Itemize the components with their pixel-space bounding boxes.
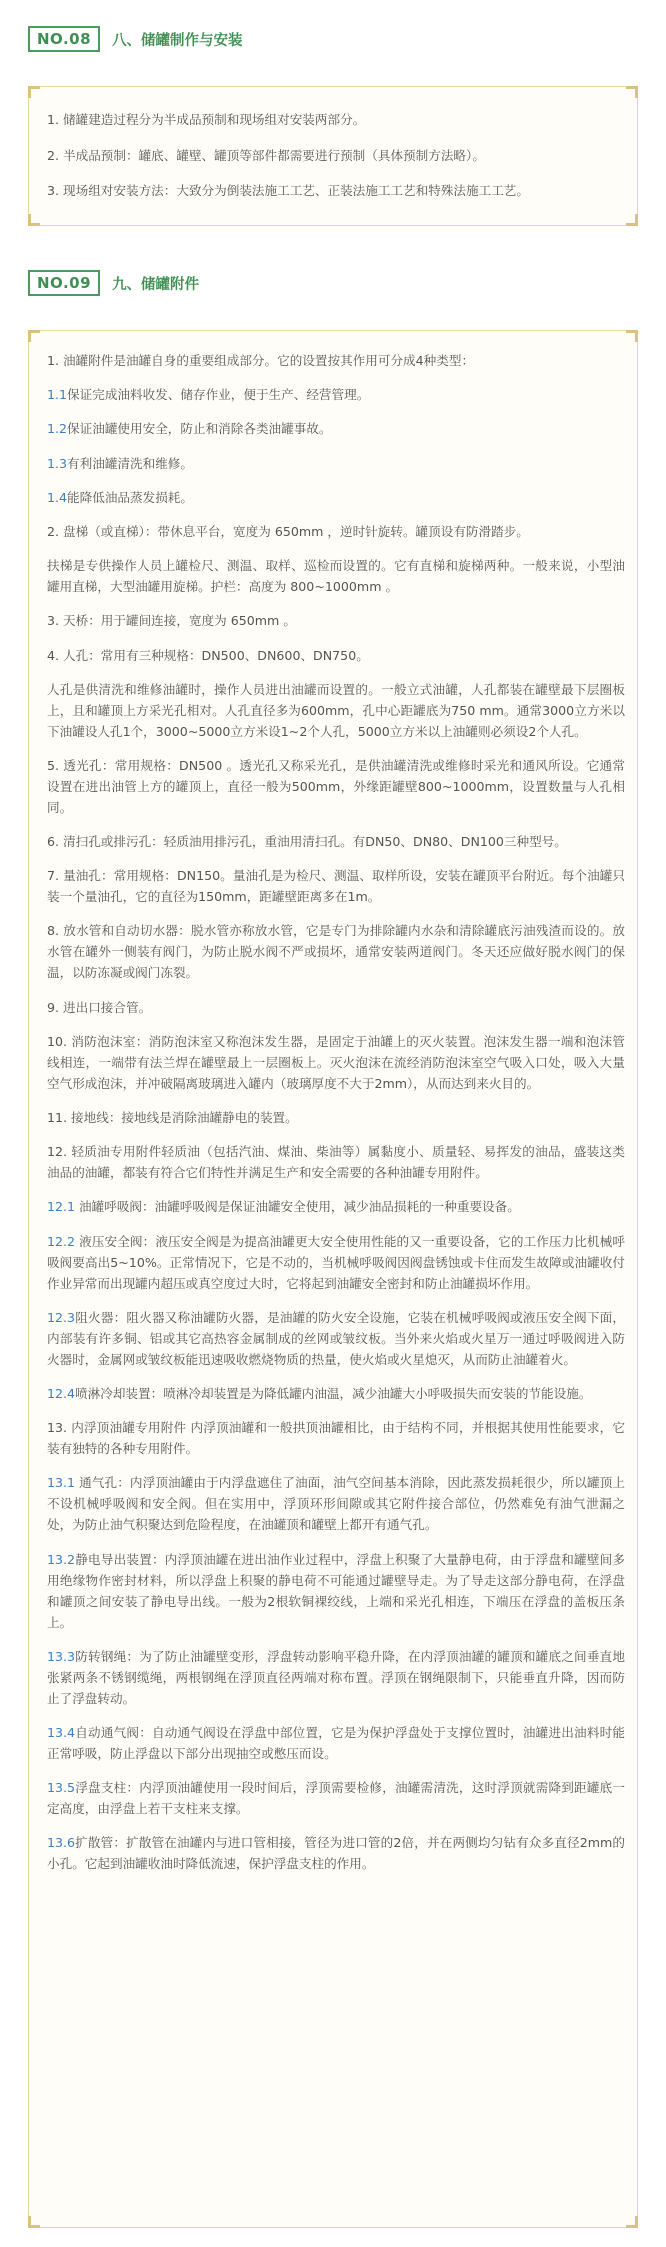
- paragraph: [47, 521, 625, 542]
- paragraph: [47, 1417, 625, 1459]
- corner-decoration: [626, 330, 638, 342]
- paragraph-text: 8. 放水管和自动切水器：脱水管亦称放水管，它是专门为排除罐内水杂和清除罐底污油残渣而设的。放水管在罐外一侧装有阀门，为防止脱水阀不严或损坏，通常安装两道阀门。冬天还应做好脱水阀门的保温，以防冻凝或阀门冻裂。: [47, 923, 625, 981]
- item-number: 13.5: [47, 1780, 76, 1796]
- item-number: 12.1: [47, 1199, 76, 1215]
- corner-decoration: [626, 2216, 638, 2228]
- paragraph: [47, 645, 625, 666]
- paragraph: [47, 755, 625, 818]
- paragraph: [47, 997, 625, 1018]
- paragraph: [47, 1646, 625, 1709]
- paragraph-text: 3. 现场组对安装方法：大致分为倒装法施工工艺、正装法施工工艺和特殊法施工工艺。: [47, 183, 529, 198]
- paragraph-text: 静电导出装置：内浮顶油罐在进出油作业过程中，浮盘上积聚了大量静电荷，由于浮盘和罐壁间多用绝缘物作密封材料，所以浮盘上积聚的静电荷不可能通过罐壁导走。为了导走这部分静电荷，在浮盘和罐顶之间安装了静电导出线。一般为2根软铜裸绞线，上端和采光孔相连，下端压在浮盘的盖板压条上。: [47, 1551, 625, 1630]
- corner-decoration: [28, 330, 40, 342]
- paragraph-text: 能降低油品蒸发损耗。: [67, 489, 193, 505]
- section-8-header: [28, 26, 243, 52]
- paragraph-text: 9. 进出口接合管。: [47, 999, 152, 1015]
- paragraph: [47, 453, 625, 474]
- item-number: 12.3: [47, 1309, 76, 1325]
- paragraph-text: 通气孔：内浮顶油罐由于内浮盘遮住了油面，油气空间基本消除，因此蒸发损耗很少，所以罐顶上不设机械呼吸阀和安全阀。但在实用中，浮顶环形间隙或其它附件接合部位，仍然难免有油气泄漏之处，为防止油气积聚达到危险程度，在油罐顶和罐壁上都开有通气孔。: [47, 1475, 625, 1533]
- section-9-content-box: [28, 330, 638, 2228]
- paragraph: [47, 1472, 625, 1535]
- section-8-title: 八、储罐制作与安装: [112, 32, 243, 49]
- section-8-tag: NO.08: [28, 26, 100, 52]
- paragraph: [47, 1141, 625, 1183]
- paragraph-text: 扶梯是专供操作人员上罐检尺、测温、取样、巡检而设置的。它有直梯和旋梯两种。一般来说，小型油罐用直梯，大型油罐用旋梯。护栏：高度为 800~1000mm 。: [47, 558, 625, 595]
- paragraph-text: 有利油罐清洗和维修。: [67, 455, 193, 471]
- paragraph: [47, 1307, 625, 1370]
- paragraph: [47, 1196, 625, 1217]
- corner-decoration: [626, 86, 638, 98]
- paragraph: [47, 418, 625, 439]
- paragraph-text: 1. 油罐附件是油罐自身的重要组成部分。它的设置按其作用可分成4种类型：: [47, 353, 475, 368]
- paragraph-text: 阻火器：阻火器又称油罐防火器，是油罐的防火安全设施，它装在机械呼吸阀或液压安全阀下面，内部装有许多铜、铝或其它高热容金属制成的丝网或皱纹板。当外来火焰或火星万一通过呼吸阀进入防火器时，金属网或皱纹板能迅速吸收燃烧物质的热量，使火焰或火星熄灭，从而防止油罐着火。: [47, 1309, 625, 1367]
- corner-decoration: [626, 214, 638, 226]
- section-9-header: [28, 270, 199, 296]
- paragraph: [47, 1231, 625, 1294]
- item-number: 1.2: [47, 421, 68, 437]
- item-number: 13.4: [47, 1724, 76, 1740]
- section-8-paragraphs: [47, 109, 619, 201]
- paragraph: [47, 1107, 625, 1128]
- paragraph-text: 6. 清扫孔或排污孔：轻质油用排污孔，重油用清扫孔。有DN50、DN80、DN100三种型号。: [47, 834, 567, 850]
- paragraph-text: 4. 人孔：常用有三种规格：DN500、DN600、DN750。: [47, 647, 369, 663]
- paragraph-text: 2. 半成品预制：罐底、罐壁、罐顶等部件都需要进行预制（具体预制方法略）。: [47, 147, 485, 163]
- paragraph-text: 浮盘支柱：内浮顶油罐使用一段时间后，浮顶需要检修，油罐需清洗，这时浮顶就需降到距罐底一定高度，由浮盘上若干支柱来支撑。: [47, 1780, 625, 1817]
- paragraph: [47, 1031, 625, 1094]
- paragraph: [47, 109, 619, 130]
- paragraph: [47, 865, 625, 907]
- paragraph-text: 保证完成油料收发、储存作业，便于生产、经营管理。: [67, 387, 370, 403]
- corner-decoration: [28, 214, 40, 226]
- item-number: 12.4: [47, 1385, 76, 1401]
- section-8-content-box: [28, 86, 638, 226]
- corner-decoration: [28, 2216, 40, 2228]
- paragraph-text: 油罐呼吸阀：油罐呼吸阀是保证油罐安全使用，减少油品损耗的一种重要设备。: [75, 1199, 520, 1215]
- paragraph-text: 3. 天桥：用于罐间连接，宽度为 650mm 。: [47, 613, 296, 629]
- section-9-tag: NO.09: [28, 270, 100, 296]
- paragraph-text: 保证油罐使用安全，防止和消除各类油罐事故。: [67, 421, 332, 437]
- item-number: 13.3: [47, 1648, 76, 1664]
- paragraph-text: 扩散管：扩散管在油罐内与进口管相接，管径为进口管的2倍，并在两侧均匀钻有众多直径2mm的小孔。它起到油罐收油时降低流速，保护浮盘支柱的作用。: [47, 1835, 625, 1872]
- paragraph-text: 防转钢绳：为了防止油罐壁变形，浮盘转动影响平稳升降，在内浮顶油罐的罐顶和罐底之间垂直地张紧两条不锈钢缆绳，两根钢绳在浮顶直径两端对称布置。浮顶在钢绳限制下，只能垂直升降，因而防止了浮盘转动。: [47, 1648, 625, 1706]
- paragraph-text: 人孔是供清洗和维修油罐时，操作人员进出油罐而设置的。一般立式油罐，人孔都装在罐壁最下层圈板上，且和罐顶上方采光孔相对。人孔直径多为600mm，孔中心距罐底为750 mm。通常3000立方米以下油罐设人孔1个，3000~5000立方米设1~2个人孔，5000立方米以上油罐则必须设2个人孔。: [47, 681, 625, 739]
- paragraph: [47, 920, 625, 983]
- paragraph-text: 12. 轻质油专用附件轻质油（包括汽油、煤油、柴油等）属黏度小、质量轻、易挥发的油品，盛装这类油品的油罐，都装有符合它们特性并满足生产和安全需要的各种油罐专用附件。: [47, 1144, 625, 1181]
- paragraph: [47, 180, 619, 201]
- paragraph-text: 5. 透光孔：常用规格：DN500 。透光孔又称采光孔，是供油罐清洗或维修时采光和通风所设。它通常设置在进出油管上方的罐顶上，直径一般为500mm，外缘距罐壁800~1000mm，设置数量与人孔相同。: [47, 757, 625, 815]
- paragraph: [47, 1383, 625, 1404]
- paragraph: [47, 1832, 625, 1874]
- paragraph: [47, 555, 625, 597]
- corner-decoration: [28, 86, 40, 98]
- item-number: 13.2: [47, 1551, 76, 1567]
- paragraph-text: 1. 储罐建造过程分为半成品预制和现场组对安装两部分。: [47, 112, 366, 127]
- paragraph: [47, 831, 625, 852]
- item-number: 12.2: [47, 1233, 76, 1249]
- paragraph: [47, 1777, 625, 1819]
- paragraph-text: 11. 接地线：接地线是消除油罐静电的装置。: [47, 1110, 298, 1125]
- paragraph-text: 自动通气阀：自动通气阀设在浮盘中部位置，它是为保护浮盘处于支撑位置时，油罐进出油料时能正常呼吸，防止浮盘以下部分出现抽空或憋压而设。: [47, 1724, 625, 1761]
- section-9-title: 九、储罐附件: [112, 276, 200, 293]
- item-number: 1.1: [47, 387, 68, 403]
- paragraph-text: 7. 量油孔：常用规格：DN150。量油孔是为检尺、测温、取样所设，安装在罐顶平台附近。每个油罐只装一个量油孔，它的直径为150mm，距罐壁距离多在1m。: [47, 868, 625, 905]
- paragraph-text: 13. 内浮顶油罐专用附件 内浮顶油罐和一般拱顶油罐相比，由于结构不同，并根据其使用性能要求，它装有独特的各种专用附件。: [47, 1420, 625, 1457]
- paragraph-text: 10. 消防泡沫室：消防泡沫室又称泡沫发生器，是固定于油罐上的灭火装置。泡沫发生器一端和泡沫管线相连，一端带有法兰焊在罐壁最上一层圈板上。灭火泡沫在流经消防泡沫室空气吸入口处，吸入大量空气形成泡沫，并冲破隔离玻璃进入罐内（玻璃厚度不大于2mm），从而达到来火目的。: [47, 1033, 625, 1091]
- paragraph: [47, 1722, 625, 1764]
- item-number: 13.1: [47, 1475, 76, 1491]
- paragraph: [47, 610, 625, 631]
- paragraph: [47, 1549, 625, 1633]
- item-number: 1.4: [47, 489, 68, 505]
- paragraph: [47, 384, 625, 405]
- paragraph-text: 喷淋冷却装置：喷淋冷却装置是为降低罐内油温，减少油罐大小呼吸损失而安装的节能设施。: [75, 1385, 592, 1401]
- section-9-paragraphs: [47, 350, 625, 1874]
- paragraph-text: 2. 盘梯（或直梯）：带休息平台，宽度为 650mm ，逆时针旋转。罐顶设有防滑踏步。: [47, 523, 529, 539]
- item-number: 1.3: [47, 455, 68, 471]
- item-number: 13.6: [47, 1835, 76, 1851]
- paragraph: [47, 350, 625, 371]
- paragraph: [47, 487, 625, 508]
- paragraph: [47, 145, 619, 166]
- paragraph-text: 液压安全阀：液压安全阀是为提高油罐更大安全使用性能的又一重要设备，它的工作压力比机械呼吸阀要高出5~10%。正常情况下，它是不动的，当机械呼吸阀因阀盘锈蚀或卡住而发生故障或油罐收付作业异常而出现罐内超压或真空度过大时，它将起到油罐安全密封和防止油罐损坏作用。: [47, 1233, 625, 1291]
- paragraph: [47, 679, 625, 742]
